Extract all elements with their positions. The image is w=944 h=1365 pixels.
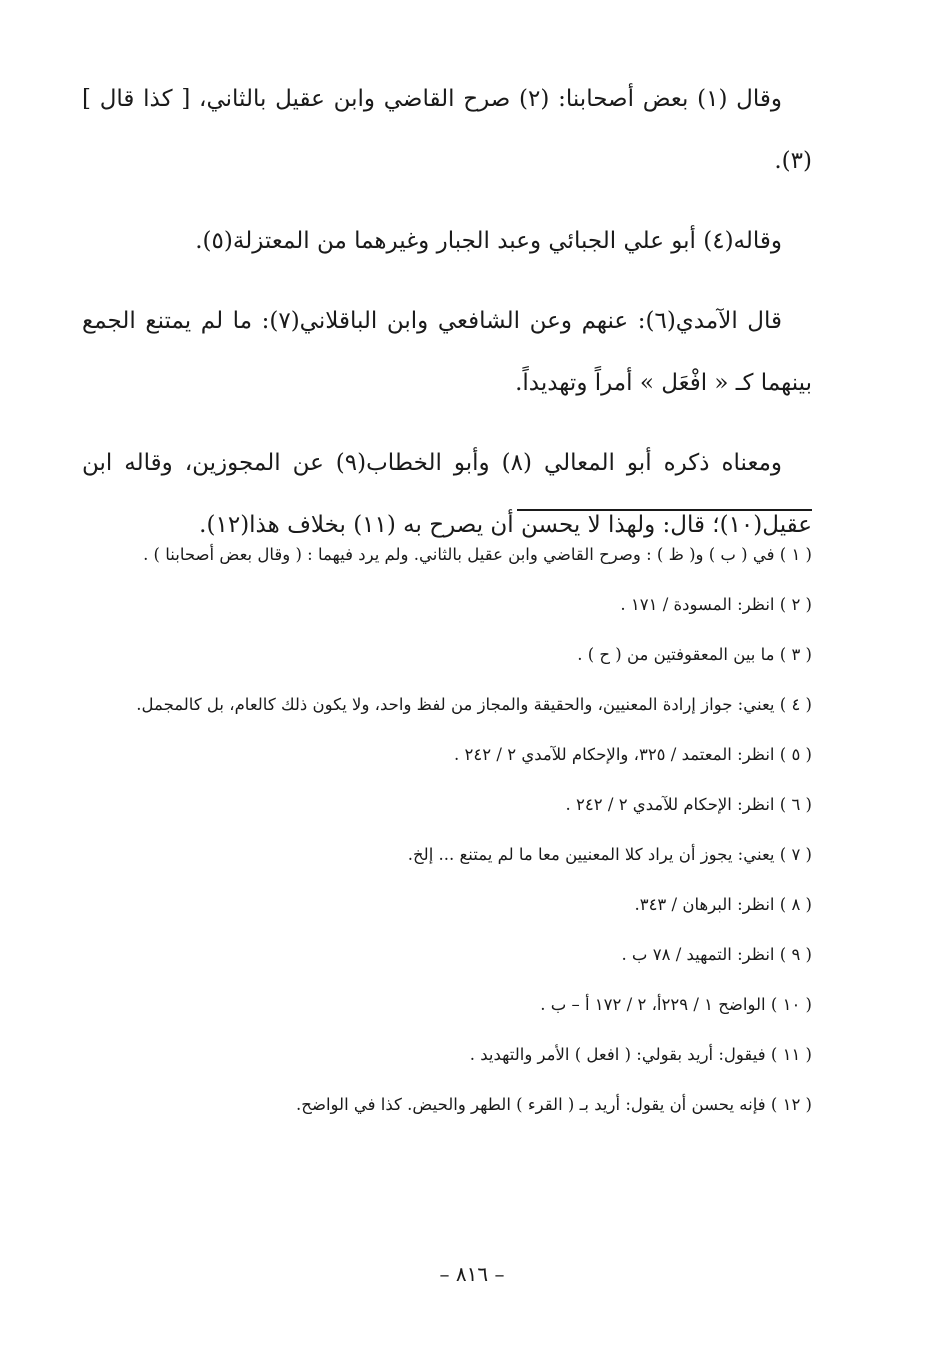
footnote: ( ٣ ) ما بين المعقوفتين من ( ح ) . bbox=[577, 645, 812, 664]
footnote: ( ١٢ ) فإنه يحسن أن يقول: أريد بـ ( القرء ) الطهر والحيض. كذا في الواضح. bbox=[296, 1095, 812, 1114]
footnote: ( ٩ ) انظر: التمهيد / ٧٨ ب . bbox=[621, 945, 812, 964]
main-paragraph: وقاله(٤) أبو علي الجبائي وعبد الجبار وغيرهما من المعتزلة(٥). bbox=[195, 228, 782, 254]
footnote: ( ١١ ) فيقول: أريد بقولي: ( افعل ) الأمر والتهديد . bbox=[469, 1045, 812, 1064]
footnote: ( ٨ ) انظر: البرهان / ٣٤٣. bbox=[634, 895, 812, 914]
footnote: ( ٧ ) يعني: يجوز أن يراد كلا المعنيين معا ما لم يمتنع ... إلخ. bbox=[407, 845, 812, 864]
main-paragraph: وقال (١) بعض أصحابنا: (٢) صرح القاضي وابن عقيل بالثاني، [ كذا قال ](٣). bbox=[82, 86, 812, 174]
footnote: ( ٤ ) يعني: جواز إرادة المعنيين، والحقيقة والمجاز من لفظ واحد، ولا يكون ذلك كالعام، بل كالمجمل. bbox=[136, 695, 812, 714]
footnote: ( ٢ ) انظر: المسودة / ١٧١ . bbox=[620, 595, 812, 614]
footnote: ( ١ ) في ( ب ) و( ظ ) : وصرح القاضي وابن عقيل بالثاني. ولم يرد فيهما : ( وقال بعض أصحابنا ) . bbox=[143, 545, 812, 564]
main-paragraph: ومعناه ذكره أبو المعالي (٨) وأبو الخطاب(٩) عن المجوزين، وقاله ابن عقيل(١٠)؛ قال: ولهذا لا يحسن أن يصرح به (١١) بخلاف هذا(١٢). bbox=[82, 450, 812, 538]
footnote: ( ٥ ) انظر: المعتمد / ٣٢٥، والإحكام للآمدي ٢ / ٢٤٢ . bbox=[454, 745, 812, 764]
main-text bbox=[82, 68, 812, 574]
footnote: ( ١٠ ) الواضح ١ / ٢٢٩أ، ٢ / ١٧٢ أ – ب . bbox=[540, 995, 812, 1014]
footnotes bbox=[82, 530, 812, 1130]
page-number: – ٨١٦ – bbox=[439, 1262, 505, 1286]
footnote: ( ٦ ) انظر: الإحكام للآمدي ٢ / ٢٤٢ . bbox=[565, 795, 812, 814]
main-paragraph: قال الآمدي(٦): عنهم وعن الشافعي وابن الباقلاني(٧): ما لم يمتنع الجمع بينهما كـ « افْعَل » أمراً وتهديداً. bbox=[82, 308, 812, 396]
footnote-separator bbox=[517, 509, 812, 511]
